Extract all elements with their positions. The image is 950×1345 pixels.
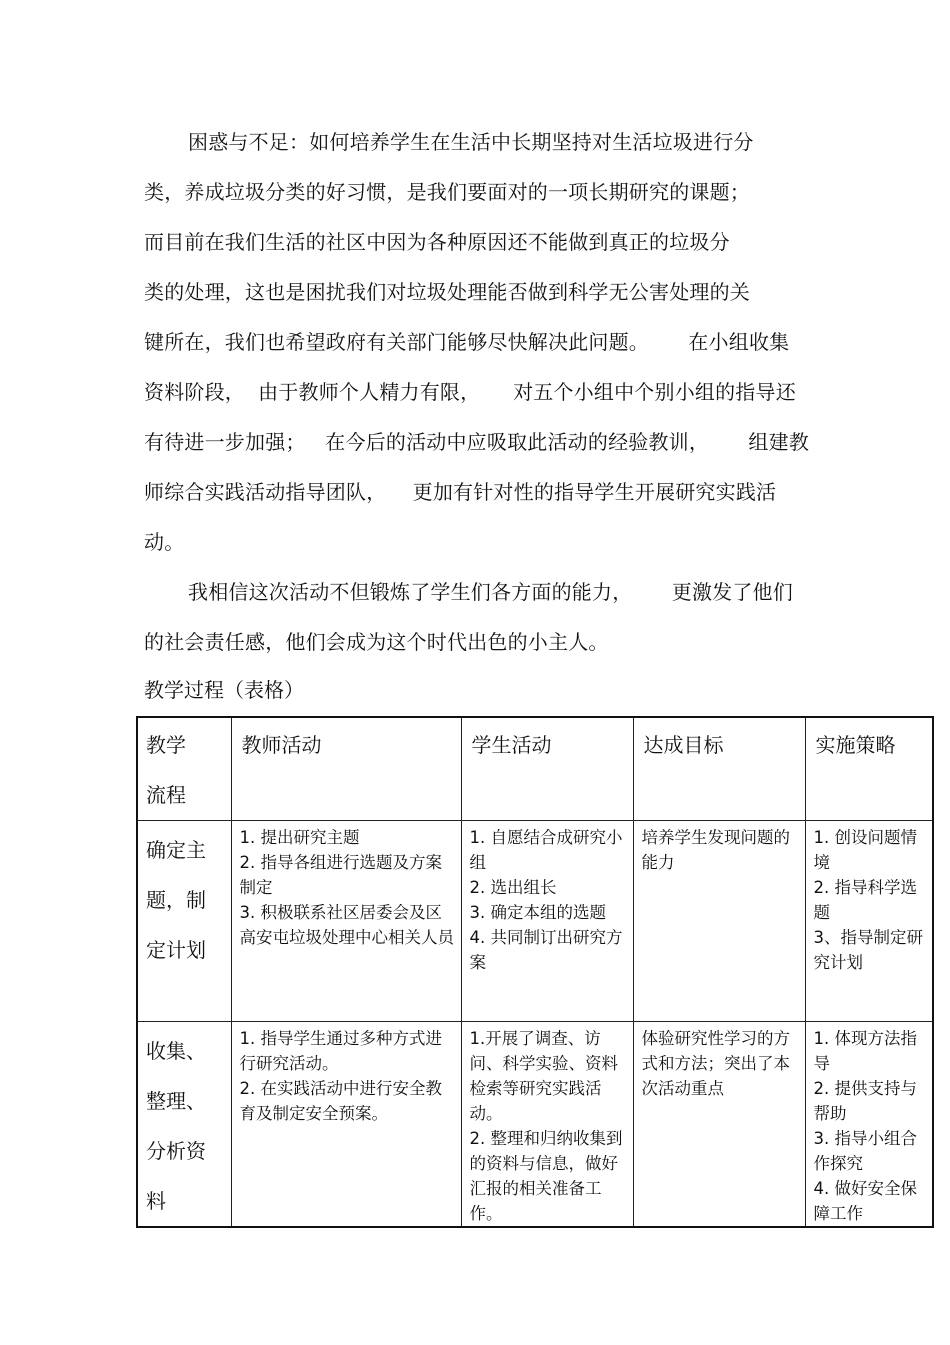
header-student: 学生活动 (461, 717, 633, 821)
stage-cell: 收集、整理、分析资料 (137, 1022, 231, 1228)
header-strategy: 实施策略 (805, 717, 933, 821)
strategy-cell (805, 821, 933, 1022)
teacher-item: 3. 积极联系社区居委会及区高安屯垃圾处理中心相关人员 (239, 903, 454, 947)
student-item: 1.开展了调查、访问、科学实验、资料检索等研究实践活动。 (469, 1029, 618, 1123)
paragraph-1-line-9: 动。 (144, 530, 185, 554)
paragraph-1-line-5: 键所在，我们也希望政府有关部门能够尽快解决此问题。 在小组收集 (144, 330, 790, 354)
student-item: 2. 整理和归纳收集到的资料与信息，做好汇报的相关准备工作。 (469, 1129, 623, 1222)
goal-cell (633, 821, 805, 1022)
teacher-activity-cell (231, 1022, 461, 1228)
stage-cell: 确定主题，制定计划 (137, 821, 231, 1022)
goal-item: 培养学生发现问题的能力 (641, 828, 790, 872)
paragraph-1-line-7: 有待进一步加强； 在今后的活动中应吸取此活动的经验教训， 组建教 (144, 430, 810, 454)
header-stage: 教学流程 (137, 717, 231, 821)
paragraph-1-line-8: 师综合实践活动指导团队， 更加有针对性的指导学生开展研究实践活 (144, 480, 777, 504)
paragraph-1-line-4: 类的处理，这也是困扰我们对垃圾处理能否做到科学无公害处理的关 (144, 280, 750, 304)
student-activity-cell (461, 821, 633, 1022)
goal-cell (633, 1022, 805, 1228)
header-goal: 达成目标 (633, 717, 805, 821)
goal-item: 体验研究性学习的方式和方法；突出了本次活动重点 (641, 1029, 790, 1098)
student-activity-cell (461, 1022, 633, 1228)
teacher-item: 1. 指导学生通过多种方式进行研究活动。 (239, 1029, 442, 1073)
paragraph-1-line-2: 类，养成垃圾分类的好习惯，是我们要面对的一项长期研究的课题； (144, 180, 750, 204)
strategy-item: 4. 做好安全保障工作 (813, 1179, 917, 1222)
student-item: 1. 自愿结合成研究小组 (469, 828, 623, 872)
teacher-item: 1. 提出研究主题 (239, 828, 360, 847)
strategy-item: 1. 体现方法指导 (813, 1029, 917, 1073)
table-row (137, 821, 933, 1022)
strategy-cell (805, 1022, 933, 1228)
strategy-item: 1. 创设问题情境 (813, 828, 917, 872)
strategy-item: 3、指导制定研究计划 (813, 928, 923, 972)
student-item: 4. 共同制订出研究方案 (469, 928, 623, 972)
table-row (137, 1022, 933, 1228)
strategy-item: 2. 指导科学选题 (813, 878, 917, 922)
strategy-item: 3. 指导小组合作探究 (813, 1129, 917, 1173)
student-item: 2. 选出组长 (469, 878, 557, 897)
table-caption: 教学过程（表格） (144, 678, 304, 702)
student-item: 3. 确定本组的选题 (469, 903, 606, 922)
paragraph-1-line-3: 而目前在我们生活的社区中因为各种原因还不能做到真正的垃圾分 (144, 230, 730, 254)
teaching-process-table (136, 716, 934, 1228)
strategy-item: 2. 提供支持与帮助 (813, 1079, 917, 1123)
paragraph-1-line-6: 资料阶段， 由于教师个人精力有限， 对五个小组中个别小组的指导还 (144, 380, 796, 404)
teacher-item: 2. 在实践活动中进行安全教育及制定安全预案。 (239, 1079, 442, 1123)
table-header-row (137, 717, 933, 821)
teacher-item: 2. 指导各组进行选题及方案制定 (239, 853, 442, 897)
paragraph-2-line-2: 的社会责任感，他们会成为这个时代出色的小主人。 (144, 630, 609, 654)
paragraph-1-line-1: 困惑与不足：如何培养学生在生活中长期坚持对生活垃圾进行分 (188, 130, 754, 154)
header-teacher: 教师活动 (231, 717, 461, 821)
teacher-activity-cell (231, 821, 461, 1022)
paragraph-2-line-1: 我相信这次活动不但锻炼了学生们各方面的能力， 更激发了他们 (188, 580, 793, 604)
